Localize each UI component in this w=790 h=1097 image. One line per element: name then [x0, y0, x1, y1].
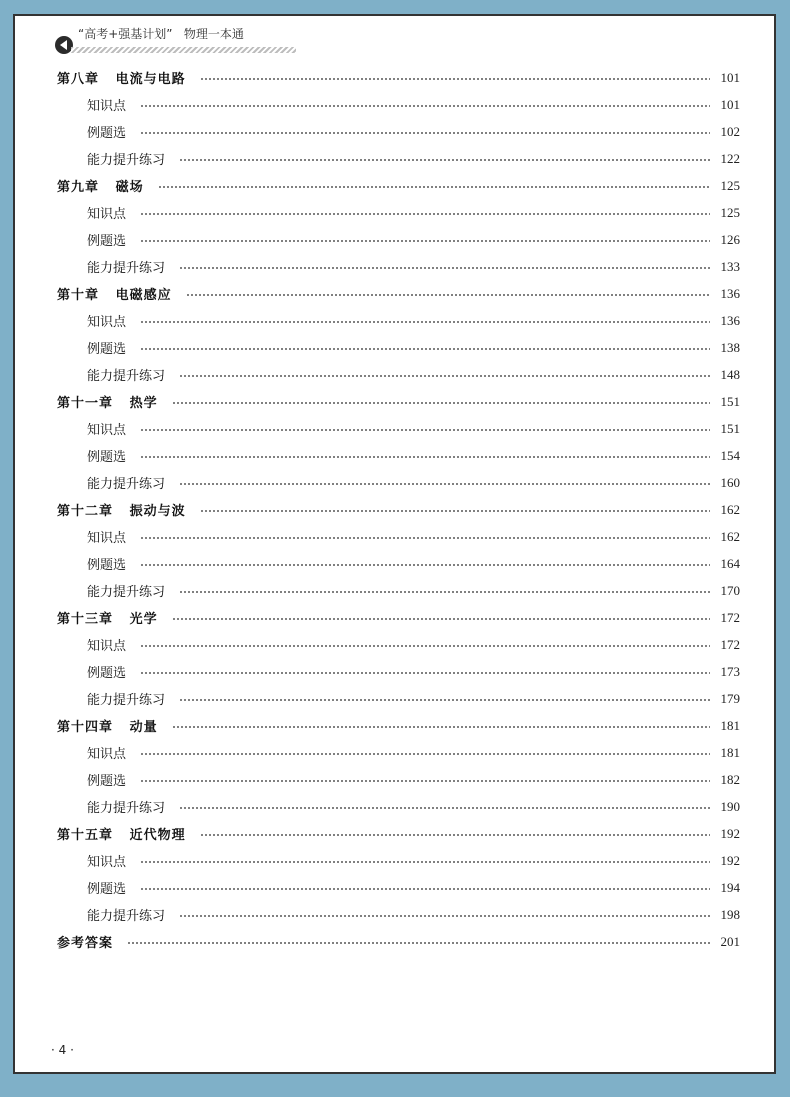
toc-entry-title: 例题选 — [87, 882, 127, 897]
dot-leader — [140, 456, 710, 458]
toc-entry-title: 知识点 — [87, 99, 127, 114]
header-title: “高考+强基计划” 物理一本通 — [78, 27, 244, 41]
toc-chapter-entry[interactable] — [57, 496, 740, 523]
dot-leader — [140, 564, 710, 566]
toc-section-entry[interactable] — [57, 91, 740, 118]
toc-entry-title: 参考答案 — [57, 936, 114, 951]
toc-entry-title: 能力提升练习 — [87, 801, 166, 816]
toc-entry-title: 例题选 — [87, 666, 127, 681]
dot-leader — [140, 132, 710, 134]
dot-leader — [140, 780, 710, 782]
toc-entry-title: 知识点 — [87, 639, 127, 654]
toc-entry-page: 102 — [720, 123, 740, 139]
toc-section-entry[interactable] — [57, 523, 740, 550]
dot-leader — [140, 348, 710, 350]
toc-section-entry[interactable] — [57, 145, 740, 172]
toc-entry-title: 知识点 — [87, 423, 127, 438]
toc-section-entry[interactable] — [57, 469, 740, 496]
toc-entry-title: 能力提升练习 — [87, 261, 166, 276]
toc-entry-page: 164 — [720, 555, 740, 571]
toc-chapter-entry[interactable] — [57, 280, 740, 307]
toc-entry-title: 例题选 — [87, 126, 127, 141]
dot-leader — [140, 645, 710, 647]
toc-entry-page: 190 — [720, 798, 740, 814]
running-header — [55, 22, 315, 52]
dot-leader — [140, 861, 710, 863]
toc-section-entry[interactable] — [57, 415, 740, 442]
toc-entry-page: 125 — [720, 204, 740, 220]
toc-entry-page: 162 — [720, 528, 740, 544]
toc-chapter-entry[interactable] — [57, 604, 740, 631]
toc-chapter-entry[interactable] — [57, 712, 740, 739]
dot-leader — [140, 429, 710, 431]
toc-entry-title: 第十三章 光学 — [57, 612, 158, 627]
toc-entry-page: 133 — [720, 258, 740, 274]
toc-entry-page: 151 — [720, 420, 740, 436]
toc-entry-title: 知识点 — [87, 747, 127, 762]
toc-entry-title: 知识点 — [87, 315, 127, 330]
toc-entry-title: 例题选 — [87, 774, 127, 789]
dot-leader — [158, 186, 710, 188]
table-of-contents — [57, 64, 740, 955]
dot-leader — [140, 213, 710, 215]
toc-entry-page: 138 — [720, 339, 740, 355]
toc-entry-title: 例题选 — [87, 342, 127, 357]
toc-section-entry[interactable] — [57, 847, 740, 874]
dot-leader — [179, 375, 710, 377]
toc-entry-page: 181 — [720, 744, 740, 760]
toc-chapter-entry[interactable] — [57, 172, 740, 199]
toc-entry-page: 136 — [720, 312, 740, 328]
toc-section-entry[interactable] — [57, 550, 740, 577]
toc-entry-title: 例题选 — [87, 450, 127, 465]
toc-entry-page: 192 — [720, 825, 740, 841]
toc-section-entry[interactable] — [57, 766, 740, 793]
toc-entry-title: 第十一章 热学 — [57, 396, 158, 411]
toc-entry-page: 173 — [720, 663, 740, 679]
dot-leader — [140, 537, 710, 539]
toc-chapter-entry[interactable] — [57, 388, 740, 415]
toc-entry-page: 148 — [720, 366, 740, 382]
dot-leader — [172, 402, 710, 404]
dot-leader — [200, 510, 710, 512]
dot-leader — [140, 240, 710, 242]
toc-section-entry[interactable] — [57, 739, 740, 766]
dot-leader — [127, 942, 710, 944]
toc-section-entry[interactable] — [57, 577, 740, 604]
toc-entry-page: 182 — [720, 771, 740, 787]
toc-entry-page: 154 — [720, 447, 740, 463]
toc-entry-title: 例题选 — [87, 558, 127, 573]
toc-entry-page: 125 — [720, 177, 740, 193]
dot-leader — [140, 105, 710, 107]
dot-leader — [179, 699, 710, 701]
toc-section-entry[interactable] — [57, 631, 740, 658]
dot-leader — [179, 591, 710, 593]
toc-entry-title: 能力提升练习 — [87, 693, 166, 708]
toc-section-entry[interactable] — [57, 793, 740, 820]
toc-entry-title: 知识点 — [87, 531, 127, 546]
toc-section-entry[interactable] — [57, 334, 740, 361]
toc-entry-page: 192 — [720, 852, 740, 868]
toc-chapter-entry[interactable] — [57, 820, 740, 847]
toc-entry-title: 第十四章 动量 — [57, 720, 158, 735]
toc-entry-page: 181 — [720, 717, 740, 733]
toc-entry-page: 160 — [720, 474, 740, 490]
toc-entry-title: 第十章 电磁感应 — [57, 288, 172, 303]
dot-leader — [140, 672, 710, 674]
toc-entry-title: 能力提升练习 — [87, 153, 166, 168]
toc-entry-title: 第十二章 振动与波 — [57, 504, 186, 519]
toc-entry-page: 151 — [720, 393, 740, 409]
dot-leader — [179, 483, 710, 485]
toc-chapter-entry[interactable] — [57, 64, 740, 91]
header-decorative-rule — [71, 47, 296, 53]
toc-entry-title: 能力提升练习 — [87, 585, 166, 600]
toc-entry-page: 194 — [720, 879, 740, 895]
toc-entry-title: 知识点 — [87, 855, 127, 870]
dot-leader — [179, 159, 710, 161]
page-number: · 4 · — [51, 1043, 74, 1057]
toc-entry-title: 能力提升练习 — [87, 909, 166, 924]
toc-entry-title: 第十五章 近代物理 — [57, 828, 186, 843]
toc-entry-title: 能力提升练习 — [87, 477, 166, 492]
dot-leader — [186, 294, 710, 296]
toc-section-entry[interactable] — [57, 253, 740, 280]
toc-section-entry[interactable] — [57, 118, 740, 145]
toc-entry-page: 170 — [720, 582, 740, 598]
toc-entry-title: 第九章 磁场 — [57, 180, 144, 195]
toc-section-entry[interactable] — [57, 901, 740, 928]
toc-section-entry[interactable] — [57, 874, 740, 901]
toc-section-entry[interactable] — [57, 658, 740, 685]
dot-leader — [140, 321, 710, 323]
dot-leader — [179, 915, 710, 917]
toc-entry-title: 例题选 — [87, 234, 127, 249]
dot-leader — [200, 834, 710, 836]
toc-section-entry[interactable] — [57, 226, 740, 253]
toc-section-entry[interactable] — [57, 199, 740, 226]
toc-chapter-entry[interactable] — [57, 928, 740, 955]
document-page — [13, 14, 776, 1074]
dot-leader — [140, 888, 710, 890]
toc-entry-title: 第八章 电流与电路 — [57, 72, 186, 87]
toc-entry-page: 136 — [720, 285, 740, 301]
dot-leader — [179, 267, 710, 269]
toc-entry-page: 101 — [720, 69, 740, 85]
toc-entry-page: 172 — [720, 609, 740, 625]
toc-section-entry[interactable] — [57, 442, 740, 469]
toc-section-entry[interactable] — [57, 685, 740, 712]
dot-leader — [179, 807, 710, 809]
toc-entry-page: 126 — [720, 231, 740, 247]
toc-entry-page: 162 — [720, 501, 740, 517]
toc-section-entry[interactable] — [57, 361, 740, 388]
toc-entry-page: 198 — [720, 906, 740, 922]
dot-leader — [140, 753, 710, 755]
dot-leader — [172, 618, 710, 620]
toc-entry-title: 知识点 — [87, 207, 127, 222]
dot-leader — [200, 78, 710, 80]
dot-leader — [172, 726, 710, 728]
toc-entry-title: 能力提升练习 — [87, 369, 166, 384]
toc-section-entry[interactable] — [57, 307, 740, 334]
toc-entry-page: 101 — [720, 96, 740, 112]
toc-entry-page: 179 — [720, 690, 740, 706]
toc-entry-page: 201 — [720, 933, 740, 949]
toc-entry-page: 122 — [720, 150, 740, 166]
toc-entry-page: 172 — [720, 636, 740, 652]
